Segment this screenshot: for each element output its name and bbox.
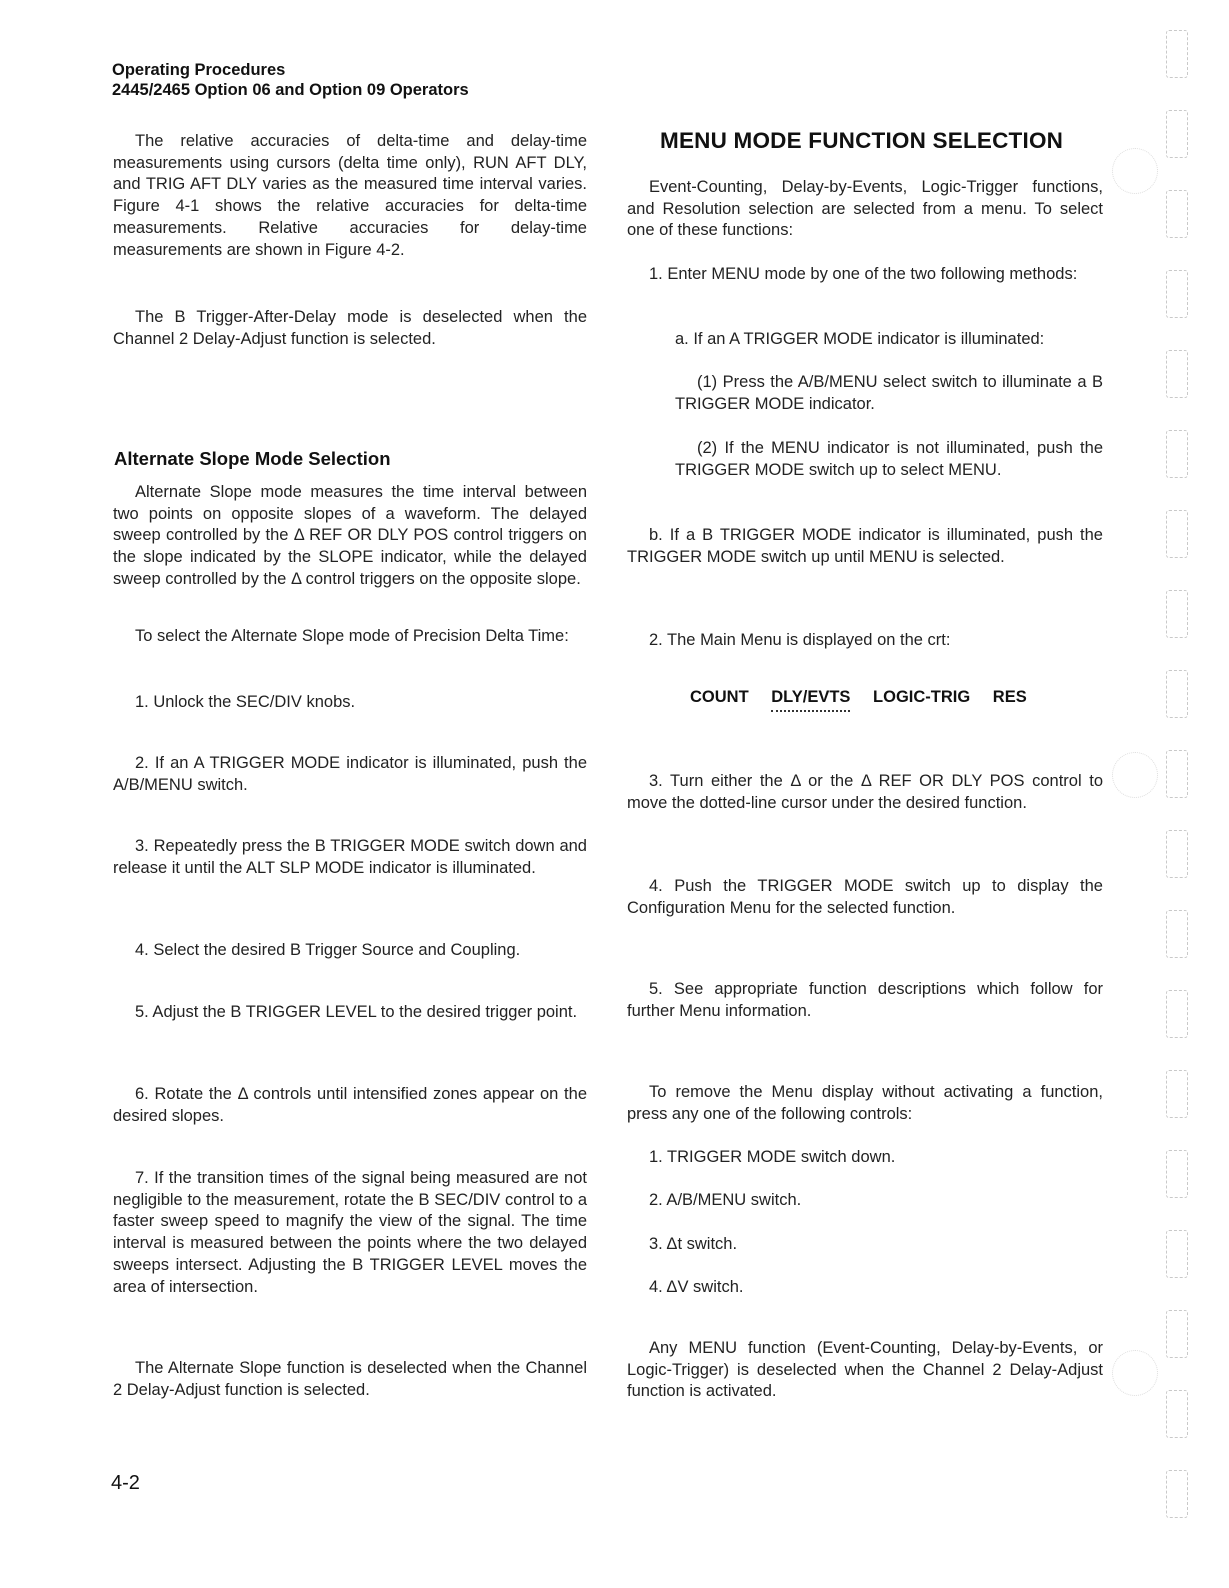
paragraph-alternate-slope: Alternate Slope mode measures the time interval between two points on opposite slopes of a waveform. The delayed sweep controlled by the Δ REF OR DLY POS control triggers on the slope indicated by the SLOPE indicator, while the delayed sweep controlled by the Δ control triggers on the opposite slope.: [113, 483, 587, 588]
menu-step-1: 1. Enter MENU mode by one of the two following methods:: [649, 265, 1078, 283]
menu-step-1a: a. If an A TRIGGER MODE indicator is illuminated:: [675, 330, 1045, 348]
binder-hole: [1166, 910, 1188, 958]
menu-item-logic-trig: LOGIC-TRIG: [873, 688, 971, 706]
step-2: 2. If an A TRIGGER MODE indicator is illuminated, push the A/B/MENU switch.: [113, 754, 587, 794]
binder-hole: [1166, 990, 1188, 1038]
control-item-1: 1. TRIGGER MODE switch down.: [649, 1148, 896, 1166]
menu-step-1b: b. If a B TRIGGER MODE indicator is illuminated, push the TRIGGER MODE switch up until MENU is selected.: [627, 526, 1103, 566]
header-subtitle: 2445/2465 Option 06 and Option 09 Operators: [112, 81, 469, 99]
step-1: 1. Unlock the SEC/DIV knobs.: [135, 693, 356, 711]
section-heading-alternate-slope: Alternate Slope Mode Selection: [114, 448, 391, 469]
running-header: [112, 60, 469, 100]
binder-hole: [1166, 190, 1188, 238]
step-6: 6. Rotate the Δ controls until intensified zones appear on the desired slopes.: [113, 1085, 587, 1125]
binder-hole: [1166, 30, 1188, 78]
step-3: 3. Repeatedly press the B TRIGGER MODE switch down and release it until the ALT SLP MODE indicator is illuminated.: [113, 837, 587, 877]
step-7: 7. If the transition times of the signal being measured are not negligible to the measurement, rotate the B SEC/DIV control to a faster sweep speed to magnify the view of the signal. The time interval is measured between the points where the two delayed sweeps intersect. Adjusting the B TRIGGER LEVEL moves the area of intersection.: [113, 1169, 587, 1296]
menu-step-1a-2: (2) If the MENU indicator is not illuminated, push the TRIGGER MODE switch up to select MENU.: [675, 439, 1103, 479]
paragraph-menu-deselect: Any MENU function (Event-Counting, Delay-by-Events, or Logic-Trigger) is deselected when the Channel 2 Delay-Adjust function is activated.: [627, 1339, 1103, 1401]
paragraph-alt-slope-deselect: The Alternate Slope function is deselected when the Channel 2 Delay-Adjust function is selected.: [113, 1359, 587, 1399]
binder-hole: [1166, 1070, 1188, 1118]
menu-step-4: 4. Push the TRIGGER MODE switch up to display the Configuration Menu for the selected function.: [627, 877, 1103, 917]
binder-hole: [1166, 1310, 1188, 1358]
paragraph-trigger-after-delay: The B Trigger-After-Delay mode is deselected when the Channel 2 Delay-Adjust function is selected.: [113, 308, 587, 348]
paragraph-menu-intro: Event-Counting, Delay-by-Events, Logic-Trigger functions, and Resolution selection are selected from a menu. To select one of these functions:: [627, 178, 1103, 240]
binder-hole: [1166, 110, 1188, 158]
menu-step-2: 2. The Main Menu is displayed on the crt:: [649, 631, 951, 649]
paragraph-select-intro: To select the Alternate Slope mode of Precision Delta Time:: [135, 627, 569, 645]
menu-item-count: COUNT: [690, 688, 749, 706]
binder-hole: [1166, 830, 1188, 878]
binder-hole: [1166, 590, 1188, 638]
menu-step-5: 5. See appropriate function descriptions which follow for further Menu information.: [627, 980, 1103, 1020]
menu-step-3: 3. Turn either the Δ or the Δ REF OR DLY POS control to move the dotted-line cursor under the desired function.: [627, 772, 1103, 812]
menu-step-1a-1: (1) Press the A/B/MENU select switch to illuminate a B TRIGGER MODE indicator.: [675, 373, 1103, 413]
binder-hole: [1166, 270, 1188, 318]
crt-main-menu: [690, 688, 1045, 712]
binder-hole: [1166, 750, 1188, 798]
header-section-title: Operating Procedures: [112, 61, 286, 79]
paragraph-remove-menu: To remove the Menu display without activating a function, press any one of the following controls:: [627, 1083, 1103, 1123]
menu-item-res: RES: [992, 688, 1027, 706]
paragraph-accuracies: The relative accuracies of delta-time and delay-time measurements using cursors (delta time only), RUN AFT DLY, and TRIG AFT DLY varies as the measured time interval varies. Figure 4-1 shows the relative accuracies for delta-time measurements. Relative accuracies for delay-time measurements are shown in Figure 4-2.: [113, 132, 587, 259]
step-4: 4. Select the desired B Trigger Source and Coupling.: [135, 941, 521, 959]
binder-hole: [1166, 1470, 1188, 1518]
step-5: 5. Adjust the B TRIGGER LEVEL to the desired trigger point.: [135, 1003, 578, 1021]
section-heading-menu-mode: MENU MODE FUNCTION SELECTION: [660, 128, 1064, 153]
menu-item-dly-evts: DLY/EVTS: [771, 688, 850, 712]
control-item-3: 3. Δt switch.: [649, 1235, 738, 1253]
binder-ring-mark: [1112, 1350, 1158, 1396]
binder-hole: [1166, 1390, 1188, 1438]
binder-ring-mark: [1112, 752, 1158, 798]
binder-hole: [1166, 510, 1188, 558]
binder-hole: [1166, 1150, 1188, 1198]
binder-hole: [1166, 350, 1188, 398]
control-item-4: 4. ΔV switch.: [649, 1278, 744, 1296]
control-item-2: 2. A/B/MENU switch.: [649, 1191, 802, 1209]
binder-holes: [1166, 20, 1190, 1540]
binder-hole: [1166, 430, 1188, 478]
binder-ring-mark: [1112, 148, 1158, 194]
binder-hole: [1166, 1230, 1188, 1278]
page-number: 4-2: [111, 1472, 140, 1494]
binder-hole: [1166, 670, 1188, 718]
